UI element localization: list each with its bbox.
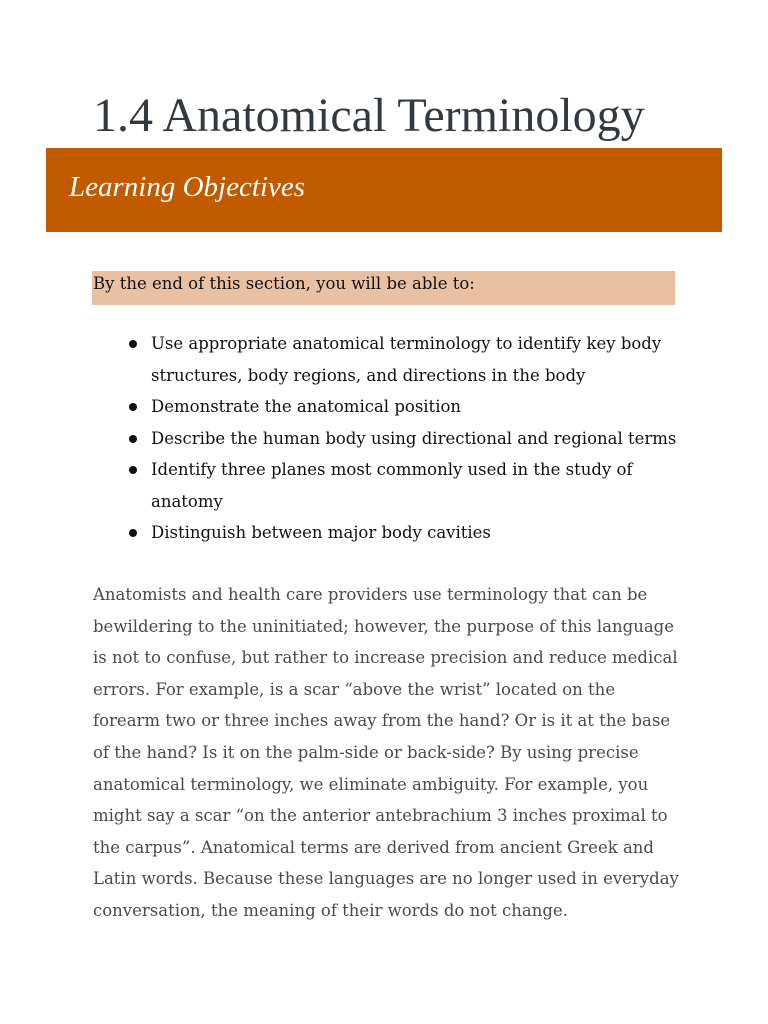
learning-objectives-banner <box>46 148 722 232</box>
list-item <box>151 423 691 455</box>
learning-objectives-heading: Learning Objectives <box>69 171 305 203</box>
bullet-icon <box>129 403 137 411</box>
objective-text: Distinguish between major body cavities <box>151 523 491 542</box>
bullet-icon <box>129 340 137 348</box>
list-item <box>151 517 691 549</box>
list-item <box>151 328 691 391</box>
objective-text: Describe the human body using directional and regional terms <box>151 428 677 448</box>
list-item <box>151 391 691 423</box>
objectives-list <box>151 328 691 549</box>
objective-text: Demonstrate the anatomical position <box>151 397 462 416</box>
bullet-icon <box>129 466 137 474</box>
objectives-intro-text: By the end of this section, you will be able to: <box>93 274 475 293</box>
bullet-icon <box>129 435 137 443</box>
objectives-intro-highlight <box>92 271 675 305</box>
page-title: 1.4 Anatomical Terminology <box>93 89 645 142</box>
objective-text: Use appropriate anatomical terminology to identify key body structures, body regions, and directions in the body <box>151 334 662 385</box>
body-paragraph: Anatomists and health care providers use terminology that can be bewildering to the uninitiated; however, the purpose of this language is not to confuse, but rather to increase precision and reduce medical errors. For example, is a scar “above the wrist” located on the forearm two or three inches away from the hand? Or is it at the base of the hand? Is it on the palm-side or back-side? By using precise anatomical terminology, we eliminate ambiguity. For example, you might say a scar “on the anterior antebrachium 3 inches proximal to the carpus”. Anatomical terms are derived from ancient Greek and Latin words. Because these languages are no longer used in everyday conversation, the meaning of their words do not change. <box>93 585 679 920</box>
bullet-icon <box>129 529 137 537</box>
list-item <box>151 454 691 517</box>
objective-text: Identify three planes most commonly used in the study of anatomy <box>151 460 633 511</box>
